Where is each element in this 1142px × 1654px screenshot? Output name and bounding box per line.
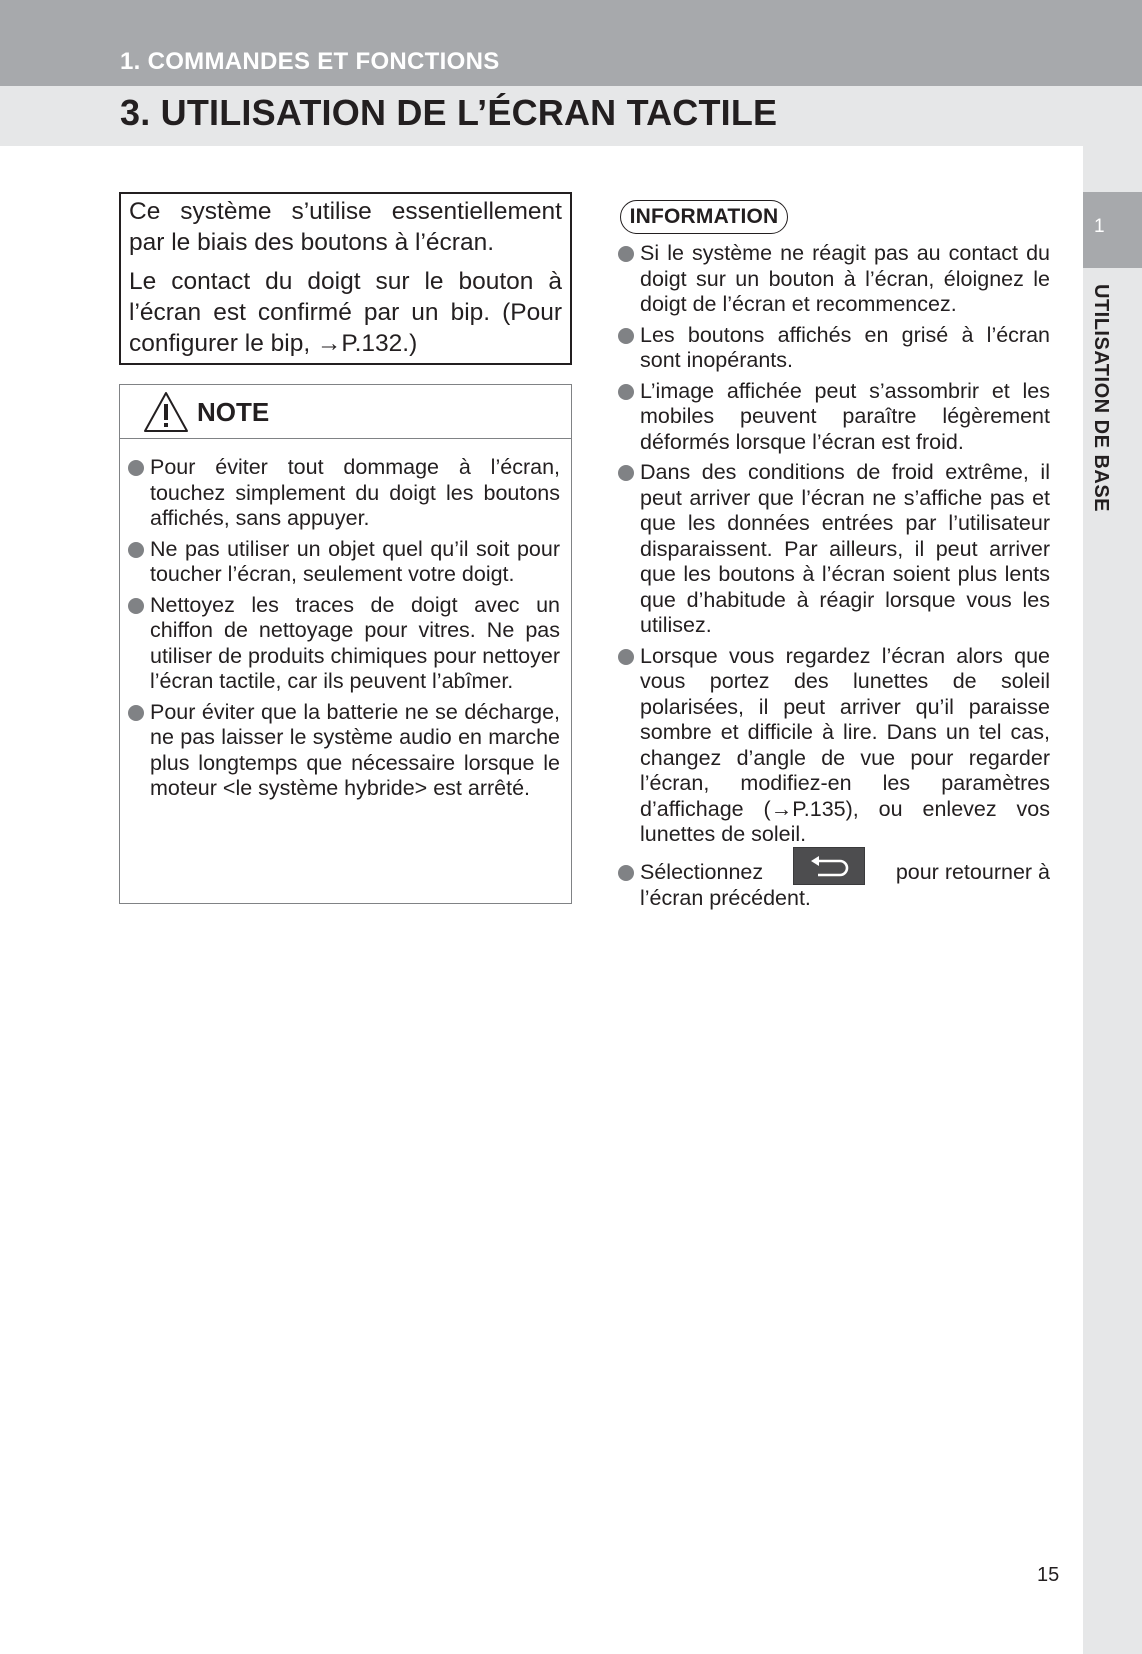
back-button[interactable]	[793, 847, 865, 885]
chapter-tab[interactable]	[1083, 192, 1142, 268]
note-list	[120, 439, 571, 802]
list-item: Pour éviter tout dommage à l’écran, touchez simplement du doigt les boutons affichés, sans appuyer.	[150, 455, 560, 530]
intro-paragraph: Ce système s’utilise essentiellement par le biais des boutons à l’écran.	[129, 198, 562, 256]
intro-box	[119, 192, 572, 365]
list-item: Dans des conditions de froid extrême, il peut arriver que l’écran ne s’affiche pas et que les données entrées par l’utilisateur disparaissent. Par ailleurs, il peut arriver que les boutons à l’écran soient plus lents que d’habitude à réagir lorsque vous les utilisez.	[640, 460, 1050, 637]
list-item-select-back	[640, 860, 1050, 912]
list-item: Les boutons affichés en grisé à l’écran sont inopérants.	[640, 322, 1050, 372]
return-text: pour retourner à	[895, 859, 1050, 884]
select-row	[640, 860, 1050, 886]
page-number: 15	[1037, 1564, 1060, 1586]
chapter-number: 1	[1094, 216, 1105, 237]
warning-triangle-icon	[143, 391, 189, 433]
list-item: Ne pas utiliser un objet quel qu’il soit pour toucher l’écran, seulement votre doigt.	[150, 536, 560, 586]
note-title: NOTE	[197, 397, 270, 427]
list-item: Nettoyez les traces de doigt avec un chiffon de nettoyage pour vitres. Ne pas utiliser de produits chimiques pour nettoyer l’écran tactile, car ils peuvent l’abîmer.	[150, 592, 560, 693]
back-arrow-icon	[810, 856, 850, 878]
list-item: Pour éviter que la batterie ne se décharge, ne pas laisser le système audio en marche plus longtemps que nécessaire lorsque le moteur <le système hybride> est arrêté.	[150, 699, 560, 800]
section-label: 1. COMMANDES ET FONCTIONS	[120, 48, 500, 75]
information-title: INFORMATION	[620, 200, 788, 234]
page-title: 3. UTILISATION DE L’ÉCRAN TACTILE	[120, 92, 778, 133]
information-list	[640, 241, 1050, 916]
return-continuation: l’écran précédent.	[640, 885, 811, 910]
list-item: Lorsque vous regardez l’écran alors que vous portez des lunettes de soleil polarisées, il peut arriver qu’il paraisse sombre et difficile à lire. Dans un tel cas, changez d’angle de vue pour regarder l’écran, modifiez-en les paramètres d’affichage (→P.135), ou enlevez vos lunettes de soleil.	[640, 643, 1050, 846]
side-tab-label: UTILISATION DE BASE	[1090, 284, 1112, 513]
list-item: Si le système ne réagit pas au contact du doigt sur un bouton à l’écran, éloignez le doigt de l’écran et recommencez.	[640, 241, 1050, 316]
list-item: L’image affichée peut s’assombrir et les mobiles peuvent paraître légèrement déformés lorsque l’écran est froid.	[640, 378, 1050, 454]
note-header	[120, 385, 571, 439]
note-box	[119, 384, 572, 904]
intro-paragraph: Le contact du doigt sur le bouton à l’écran est confirmé par un bip. (Pour configurer le bip, →P.132.)	[129, 268, 562, 357]
select-text: Sélectionnez	[640, 859, 764, 884]
